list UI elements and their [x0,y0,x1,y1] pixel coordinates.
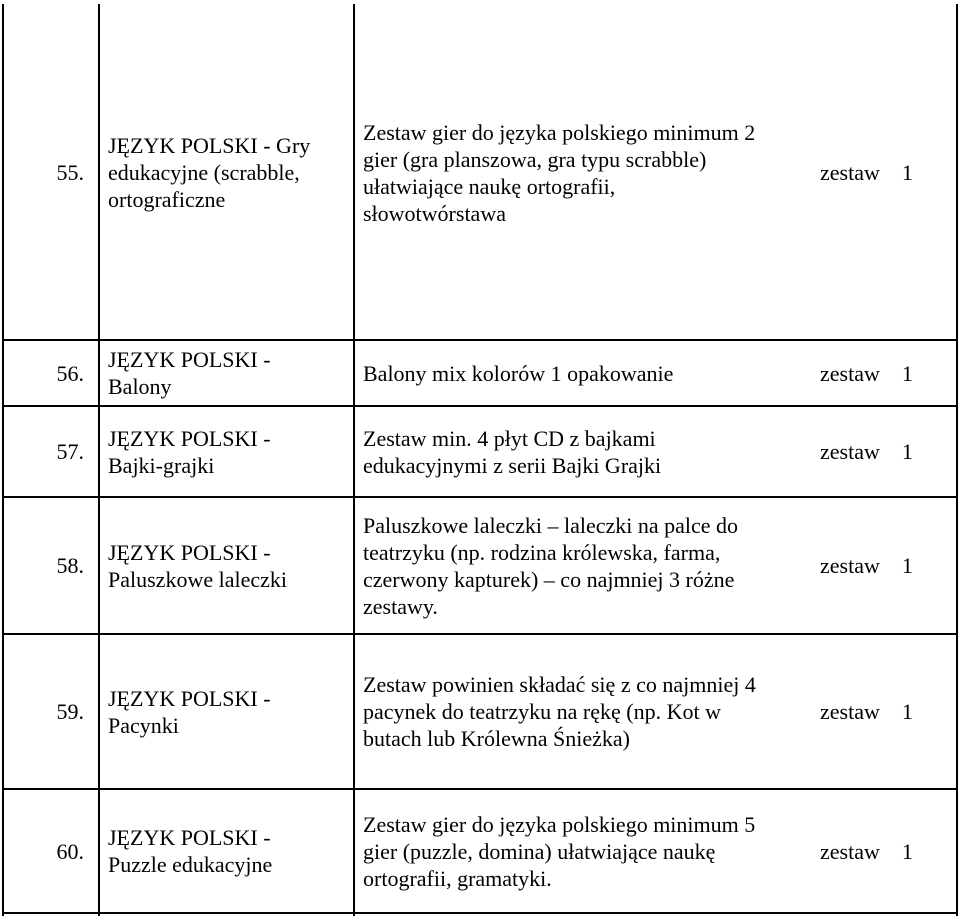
row-number [4,790,98,912]
item-quantity [820,790,956,912]
row-number [4,635,98,788]
unit-label: zestaw [820,439,880,464]
row-number [4,498,98,633]
row-number-text: 57. [56,439,84,464]
item-name [100,341,353,405]
description-line: Zestaw min. 4 płyt CD z bajkami [363,425,656,451]
item-quantity [820,635,956,788]
item-description [355,6,813,339]
row-number [4,407,98,496]
item-description [355,790,813,912]
description-line: ułatwiające naukę ortografii, [363,173,616,199]
unit-label: zestaw [820,838,880,864]
description-line: Paluszkowe laleczki – laleczki na palce do [363,512,739,538]
item-name-line: Paluszkowe laleczki [108,566,287,592]
description-line: pacynek do teatrzyku na rękę (np. Kot w [363,699,721,724]
row-number-text: 60. [56,838,84,864]
description-line: butach lub Królewna Śnieżka) [363,726,630,751]
item-quantity [820,341,956,405]
row-number-text: 55. [56,160,84,185]
table-border [956,4,958,916]
description-line: gier (gra planszowa, gra typu scrabble) [363,146,707,172]
item-name [100,498,353,633]
unit-label: zestaw [820,160,880,185]
row-number-text: 56. [56,360,84,386]
quantity-value: 1 [901,838,913,864]
item-name-line: Puzzle edukacyjne [108,852,273,877]
item-name-line: ortograficzne [108,187,226,212]
item-description [355,498,813,633]
item-description [355,407,813,496]
item-quantity [820,498,956,633]
item-name-line: JĘZYK POLSKI - [108,347,271,372]
item-name-line: JĘZYK POLSKI - [108,539,271,565]
description-line: gier (puzzle, domina) ułatwiające naukę [363,838,716,864]
row-number [4,341,98,405]
item-name-line: JĘZYK POLSKI - [108,825,271,850]
item-quantity [820,6,956,339]
item-name-line: edukacyjne (scrabble, [108,160,300,185]
item-name-line: JĘZYK POLSKI - [108,425,271,451]
table-border [2,912,958,914]
item-name [100,6,353,339]
row-number-text: 58. [56,553,84,578]
description-line: zestawy. [363,593,438,619]
item-name-line: JĘZYK POLSKI - Gry [108,133,311,158]
quantity-value: 1 [901,360,913,386]
description-line: czerwony kapturek) – co najmniej 3 różne [363,566,735,592]
description-line: Zestaw gier do języka polskiego minimum 5 [363,811,756,837]
description-line: edukacyjnymi z serii Bajki Grajki [363,452,662,478]
row-number-text: 59. [56,699,84,724]
item-description [355,635,813,788]
description-line: słowotwórstawa [363,200,506,226]
item-quantity [820,407,956,496]
item-name [100,635,353,788]
item-name [100,790,353,912]
quantity-value: 1 [901,160,913,185]
unit-label: zestaw [820,360,880,386]
item-description [355,341,813,405]
quantity-value: 1 [901,439,913,464]
item-name-line: Pacynki [108,712,179,738]
description-line: ortografii, gramatyki. [363,865,552,891]
row-number [4,6,98,339]
item-name-line: Bajki-grajki [108,452,215,478]
quantity-value: 1 [901,553,913,578]
description-line: teatrzyku (np. rodzina królewska, farma, [363,539,721,565]
item-name-line: Balony [108,374,172,399]
unit-label: zestaw [820,699,880,724]
description-line: Zestaw powinien składać się z co najmniej 4 [363,672,756,697]
item-name [100,407,353,496]
description-line: Zestaw gier do języka polskiego minimum 2 [363,119,756,145]
unit-label: zestaw [820,553,880,578]
item-name-line: JĘZYK POLSKI - [108,685,271,711]
description-line: Balony mix kolorów 1 opakowanie [363,360,674,386]
quantity-value: 1 [901,699,913,724]
